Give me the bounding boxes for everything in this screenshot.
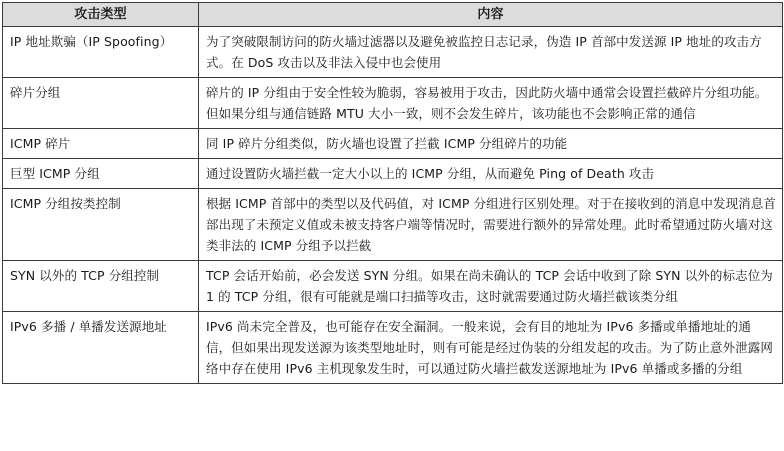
attack-type-cell: SYN 以外的 TCP 分组控制 <box>3 261 199 312</box>
description-cell: TCP 会话开始前，必会发送 SYN 分组。如果在尚未确认的 TCP 会话中收到了除 SYN 以外的标志位为 1 的 TCP 分组，很有可能就是端口扫描等攻击，这时就需要通过防火墙拦截该类分组 <box>199 261 783 312</box>
description-cell: IPv6 尚未完全普及，也可能存在安全漏洞。一般来说，会有目的地址为 IPv6 多播或单播地址的通信，但如果出现发送源为该类型地址时，则有可能是经过伪装的分组发起的攻击。为了防止意外泄露网络中存在使用 IPv6 主机现象发生时，可以通过防火墙拦截发送源地址为 IPv6 单播或多播的分组 <box>199 312 783 384</box>
description-cell: 根据 ICMP 首部中的类型以及代码值，对 ICMP 分组进行区别处理。对于在接收到的消息中发现消息首部出现了未预定义值或未被支持客户端等情况时，需要进行额外的异常处理。此时希望通过防火墙对这类非法的 ICMP 分组予以拦截 <box>199 189 783 261</box>
attack-type-cell: IPv6 多播 / 单播发送源地址 <box>3 312 199 384</box>
attack-type-cell: 碎片分组 <box>3 78 199 129</box>
attack-type-cell: ICMP 分组按类控制 <box>3 189 199 261</box>
table-row <box>3 261 783 312</box>
attack-type-cell: ICMP 碎片 <box>3 129 199 159</box>
table-row <box>3 78 783 129</box>
description-cell: 为了突破限制访问的防火墙过滤器以及避免被监控日志记录，伪造 IP 首部中发送源 IP 地址的攻击方式。在 DoS 攻击以及非法入侵中也会使用 <box>199 27 783 78</box>
table-header-row <box>3 3 783 27</box>
column-header-content: 内容 <box>199 3 783 27</box>
attack-type-cell: IP 地址欺骗（IP Spoofing） <box>3 27 199 78</box>
table-row <box>3 159 783 189</box>
table-row <box>3 189 783 261</box>
attack-type-cell: 巨型 ICMP 分组 <box>3 159 199 189</box>
table-row <box>3 312 783 384</box>
attack-types-table <box>2 2 783 384</box>
table-row <box>3 27 783 78</box>
description-cell: 同 IP 碎片分组类似，防火墙也设置了拦截 ICMP 分组碎片的功能 <box>199 129 783 159</box>
description-cell: 通过设置防火墙拦截一定大小以上的 ICMP 分组，从而避免 Ping of Death 攻击 <box>199 159 783 189</box>
table-row <box>3 129 783 159</box>
description-cell: 碎片的 IP 分组由于安全性较为脆弱，容易被用于攻击，因此防火墙中通常会设置拦截碎片分组功能。但如果分组与通信链路 MTU 大小一致，则不会发生碎片，该功能也不会影响正常的通信 <box>199 78 783 129</box>
column-header-attack-type: 攻击类型 <box>3 3 199 27</box>
